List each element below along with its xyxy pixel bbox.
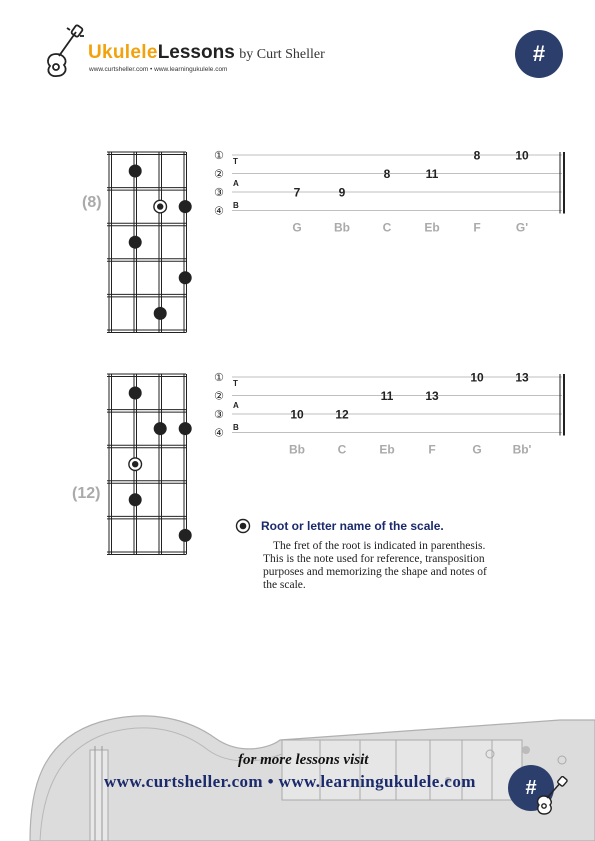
tab-letter: A (233, 401, 239, 410)
legend-description (263, 540, 523, 592)
note-name: C (337, 442, 347, 457)
footer-urls[interactable]: www.curtsheller.com • www.learningukulele.com (104, 772, 476, 791)
fretboard-diagram (100, 370, 200, 560)
tab-fret-number: 9 (338, 185, 346, 200)
note-name: G (472, 442, 482, 457)
tab-staff (212, 366, 572, 462)
finger-dot (129, 165, 142, 178)
tab-fret-number: 10 (470, 370, 484, 385)
note-name: Bb (334, 220, 350, 235)
tab-letter: B (233, 201, 239, 210)
legend-line: This is the note used for reference, transposition (263, 553, 485, 565)
tab-fret-number: 10 (515, 148, 529, 163)
tab-fret-number: 13 (425, 389, 439, 403)
brand-author: by Curt Sheller (239, 47, 325, 62)
tab-fret-number: 7 (293, 185, 301, 200)
brand-title (88, 42, 325, 64)
tab-letter: T (233, 379, 238, 388)
fret-position-label: (12) (72, 485, 101, 502)
finger-dot (129, 387, 142, 400)
string-number: ① (214, 371, 224, 384)
brand-ukulele-text: Ukulele (88, 42, 158, 63)
finger-dot (154, 307, 167, 320)
finger-dot (129, 236, 142, 249)
tab-fret-number: 8 (383, 167, 391, 181)
legend-line: the scale. (263, 579, 306, 591)
note-name: G (292, 220, 302, 235)
finger-dot (179, 200, 192, 213)
root-marker-icon (235, 518, 251, 534)
finger-dot (129, 493, 142, 506)
string-number: ③ (214, 186, 224, 199)
finger-dot (179, 271, 192, 284)
footer-visit-text: for more lessons visit (238, 752, 369, 768)
legend-line: purposes and memorizing the shape and notes of (263, 566, 487, 578)
tab-letter: B (233, 423, 239, 432)
note-name: Eb (424, 220, 440, 235)
finger-dot (179, 529, 192, 542)
note-name: C (382, 220, 392, 235)
finger-dot (179, 422, 192, 435)
ukulele-logo-icon (42, 24, 88, 78)
string-number: ④ (214, 204, 224, 218)
sharp-badge: # (515, 30, 563, 78)
tab-letter: A (233, 179, 239, 188)
footer-ukulele-icon (534, 776, 570, 816)
fretboard-diagram (100, 148, 200, 338)
root-note-center (157, 203, 163, 209)
tab-fret-number: 11 (425, 167, 439, 181)
finger-dot (154, 422, 167, 435)
note-name: Eb (379, 442, 395, 457)
fret-position-label: (8) (82, 194, 102, 211)
string-number: ① (214, 149, 224, 162)
root-note-center (132, 461, 138, 467)
string-number: ④ (214, 426, 224, 440)
string-number: ② (214, 389, 224, 403)
tab-staff (212, 144, 572, 240)
brand-lessons-text: Lessons (157, 42, 235, 63)
tab-fret-number: 8 (473, 148, 481, 163)
legend-line: The fret of the root is indicated in parenthesis. (273, 540, 486, 552)
string-number: ② (214, 167, 224, 181)
note-name: Bb (289, 442, 305, 457)
note-name: G' (515, 220, 529, 235)
header-urls: www.curtsheller.com • www.learningukulele.com (89, 66, 228, 73)
legend-title: Root or letter name of the scale. (261, 519, 444, 533)
tab-fret-number: 11 (380, 389, 394, 403)
tab-letter: T (233, 157, 238, 166)
tab-fret-number: 10 (290, 407, 304, 422)
footer-badge-symbol: # (525, 776, 537, 799)
note-name: Bb' (512, 442, 532, 457)
tab-fret-number: 13 (515, 370, 529, 385)
note-name: F (473, 220, 481, 235)
tab-fret-number: 12 (335, 407, 349, 422)
note-name: F (428, 442, 436, 457)
string-number: ③ (214, 408, 224, 421)
